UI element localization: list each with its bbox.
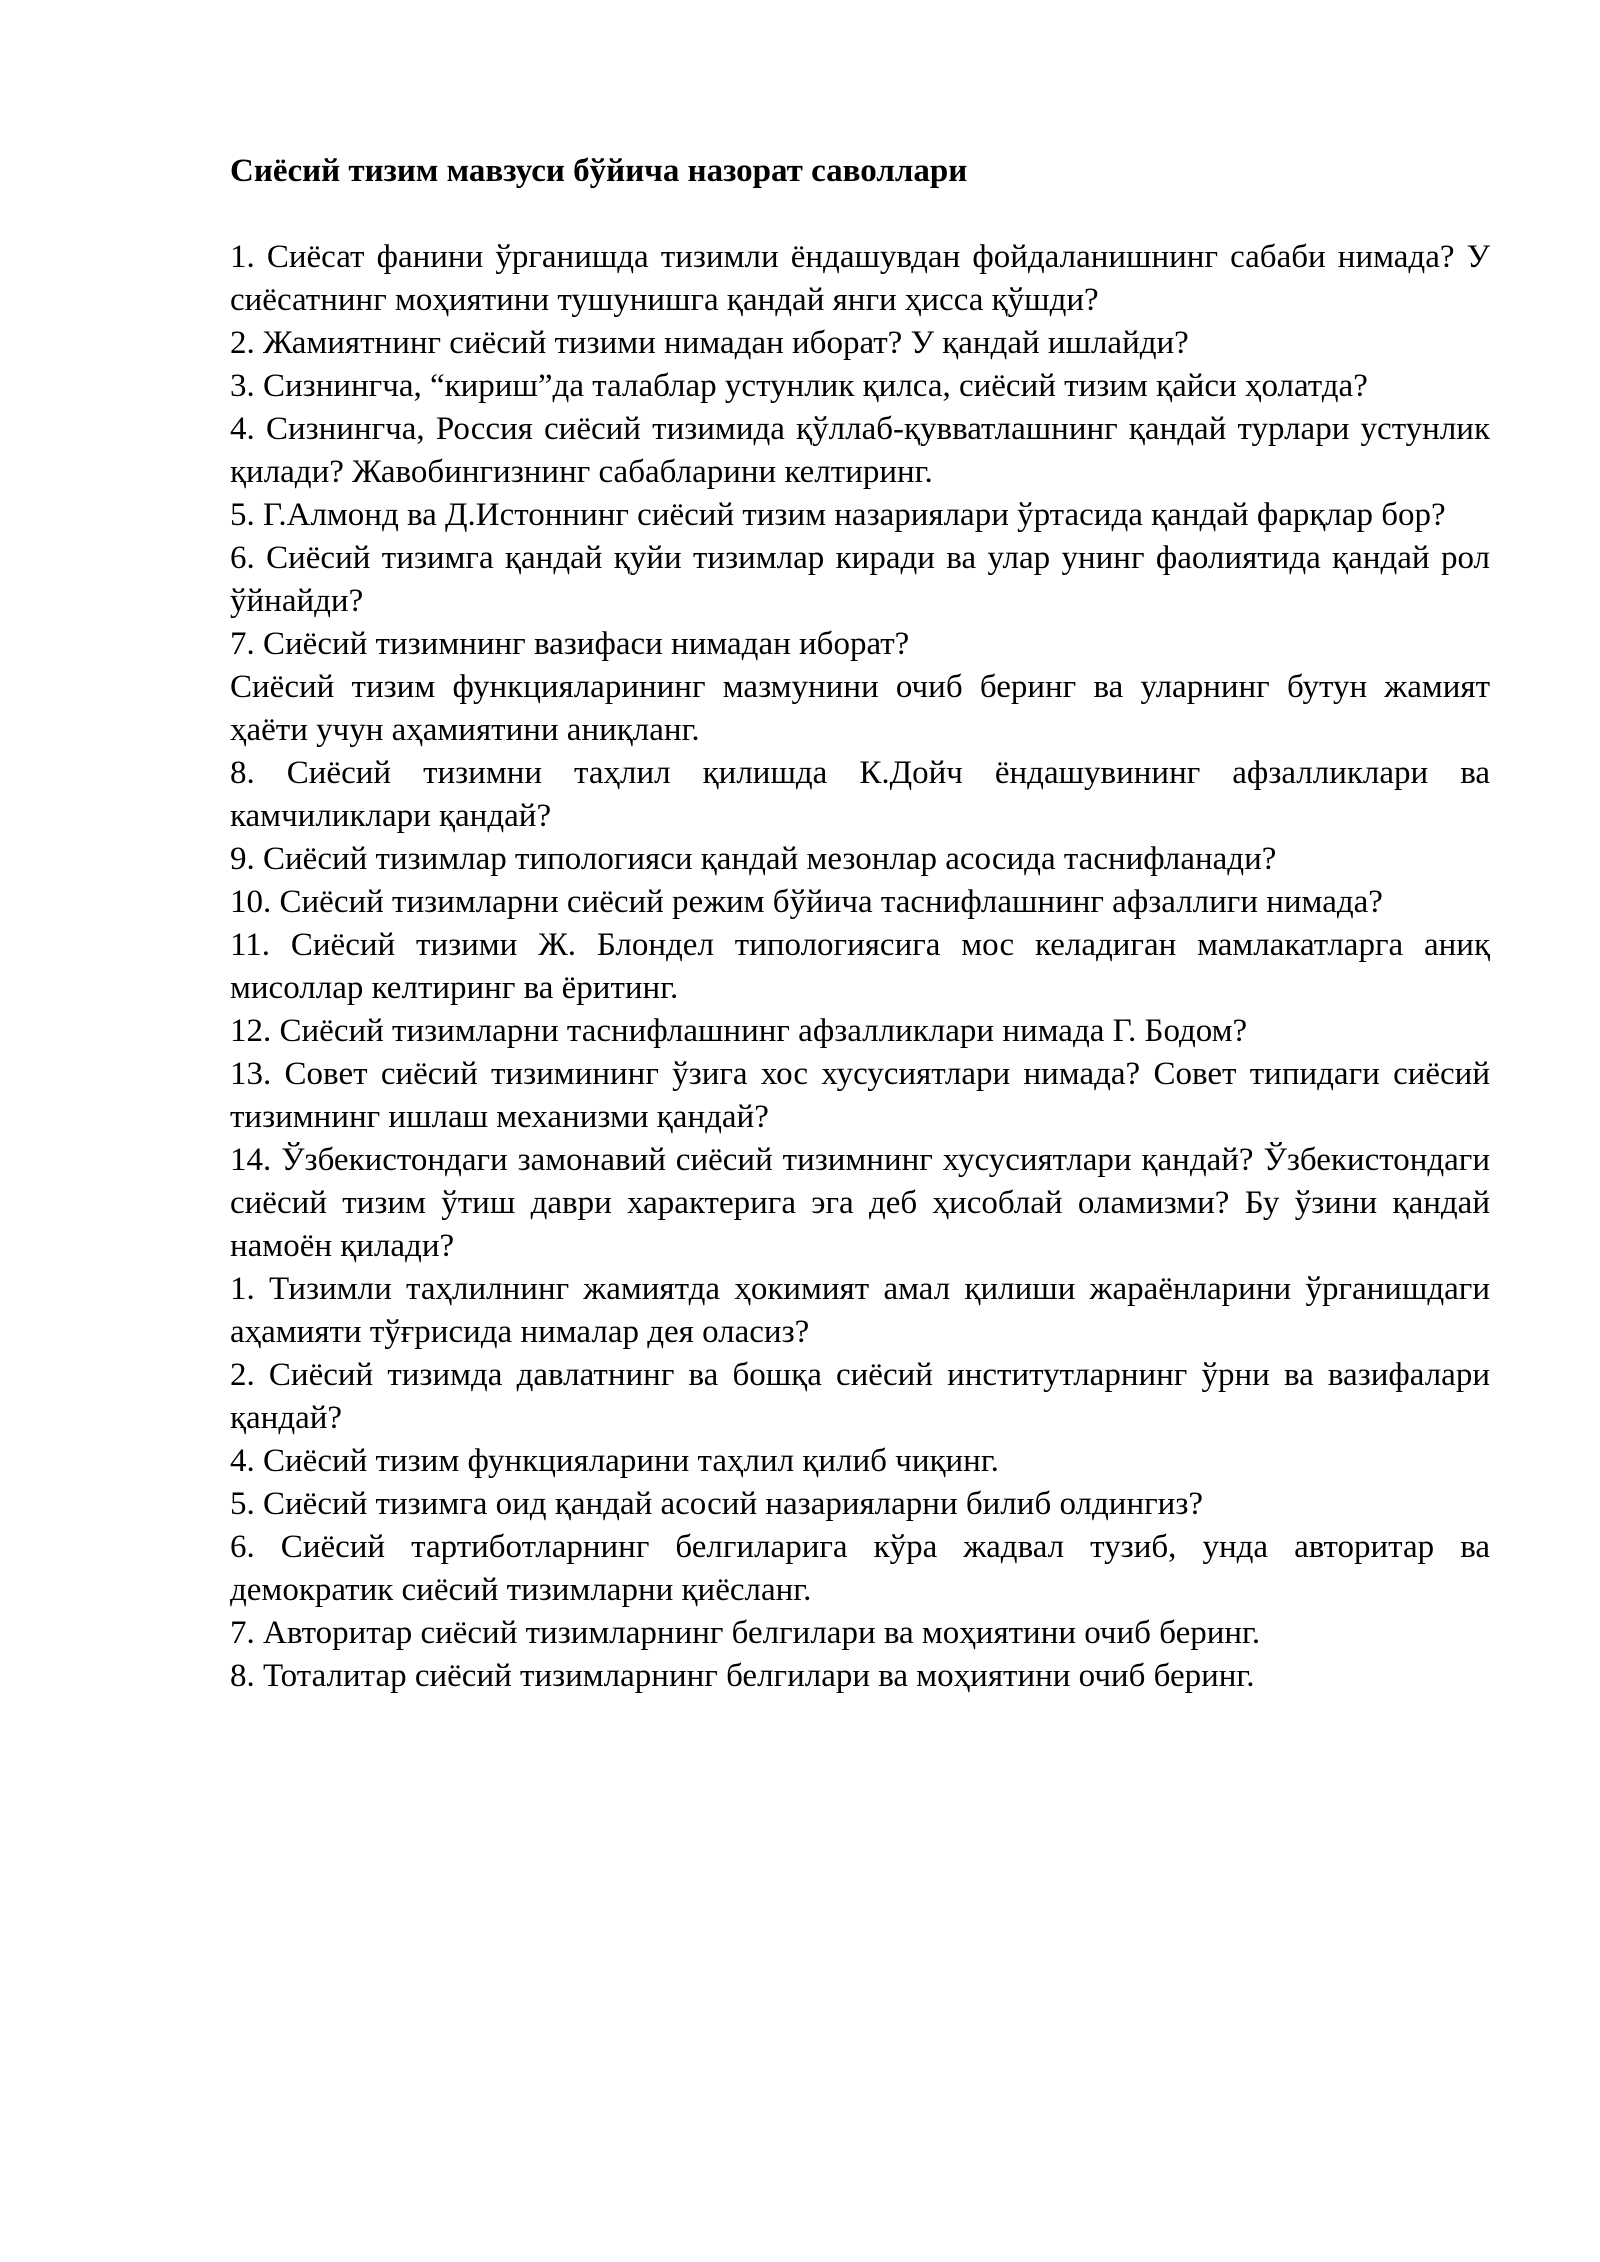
title-spacer <box>230 193 1490 236</box>
question-paragraph: 7. Авторитар сиёсий тизимларнинг белгилари ва моҳиятини очиб беринг. <box>230 1615 1261 1651</box>
question-paragraph: 5. Г.Алмонд ва Д.Истоннинг сиёсий тизим назариялари ўртасида қандай фарқлар бор? <box>230 497 1446 533</box>
question-paragraph: 5. Сиёсий тизимга оид қандай асосий назарияларни билиб олдингиз? <box>230 1486 1204 1522</box>
question-paragraph: 10. Сиёсий тизимларни сиёсий режим бўйича таснифлашнинг афзаллиги нимада? <box>230 884 1383 920</box>
question-paragraph: 7. Сиёсий тизимнинг вазифаси нимадан иборат? <box>230 626 910 662</box>
question-paragraph: 6. Сиёсий тизимга қандай қуйи тизимлар киради ва улар унинг фаолиятида қандай рол ўйнайди? <box>230 540 1490 619</box>
document-title: Сиёсий тизим мавзуси бўйича назорат саволлари <box>230 153 968 189</box>
question-paragraph: Сиёсий тизим функцияларининг мазмунини очиб беринг ва уларнинг бутун жамият ҳаёти учун аҳамиятини аниқланг. <box>230 669 1490 748</box>
question-paragraph: 4. Сизнингча, Россия сиёсий тизимида қўллаб-қувватлашнинг қандай турлари устунлик қилади? Жавобингизнинг сабабларини келтиринг. <box>230 411 1490 490</box>
question-paragraph: 12. Сиёсий тизимларни таснифлашнинг афзалликлари нимада Г. Бодом? <box>230 1013 1248 1049</box>
question-paragraph: 1. Сиёсат фанини ўрганишда тизимли ёндашувдан фойдаланишнинг сабаби нимада? У сиёсатнинг моҳиятини тушунишга қандай янги ҳисса қўшди? <box>230 239 1490 318</box>
question-paragraph: 8. Тоталитар сиёсий тизимларнинг белгилари ва моҳиятини очиб беринг. <box>230 1658 1255 1694</box>
question-paragraph: 3. Сизнингча, “кириш”да талаблар устунлик қилса, сиёсий тизим қайси ҳолатда? <box>230 368 1368 404</box>
question-paragraph: 1. Тизимли таҳлилнинг жамиятда ҳокимият амал қилиши жараёнларини ўрганишдаги аҳамияти тўғрисида нималар дея оласиз? <box>230 1271 1490 1350</box>
question-paragraph: 6. Сиёсий тартиботларнинг белгиларига кўра жадвал тузиб, унда авторитар ва демократик сиёсий тизимларни қиёсланг. <box>230 1529 1490 1608</box>
question-paragraph: 14. Ўзбекистондаги замонавий сиёсий тизимнинг хусусиятлари қандай? Ўзбекистондаги сиёсий тизим ўтиш даври характерига эга деб ҳисоблай оламизми? Бу ўзини қандай намоён қилади? <box>230 1142 1490 1264</box>
document-body <box>230 150 1490 1698</box>
question-paragraph: 9. Сиёсий тизимлар типологияси қандай мезонлар асосида таснифланади? <box>230 841 1277 877</box>
question-paragraph: 13. Совет сиёсий тизимининг ўзига хос хусусиятлари нимада? Совет типидаги сиёсий тизимнинг ишлаш механизми қандай? <box>230 1056 1490 1135</box>
question-paragraph: 2. Сиёсий тизимда давлатнинг ва бошқа сиёсий институтларнинг ўрни ва вазифалари қандай? <box>230 1357 1490 1436</box>
question-paragraph: 8. Сиёсий тизимни таҳлил қилишда К.Дойч ёндашувининг афзалликлари ва камчиликлари қандай? <box>230 755 1490 834</box>
question-paragraph: 11. Сиёсий тизими Ж. Блондел типологиясига мос келадиган мамлакатларга аниқ мисоллар келтиринг ва ёритинг. <box>230 927 1490 1006</box>
question-paragraph: 4. Сиёсий тизим функцияларини таҳлил қилиб чиқинг. <box>230 1443 999 1479</box>
question-paragraph: 2. Жамиятнинг сиёсий тизими нимадан иборат? У қандай ишлайди? <box>230 325 1189 361</box>
